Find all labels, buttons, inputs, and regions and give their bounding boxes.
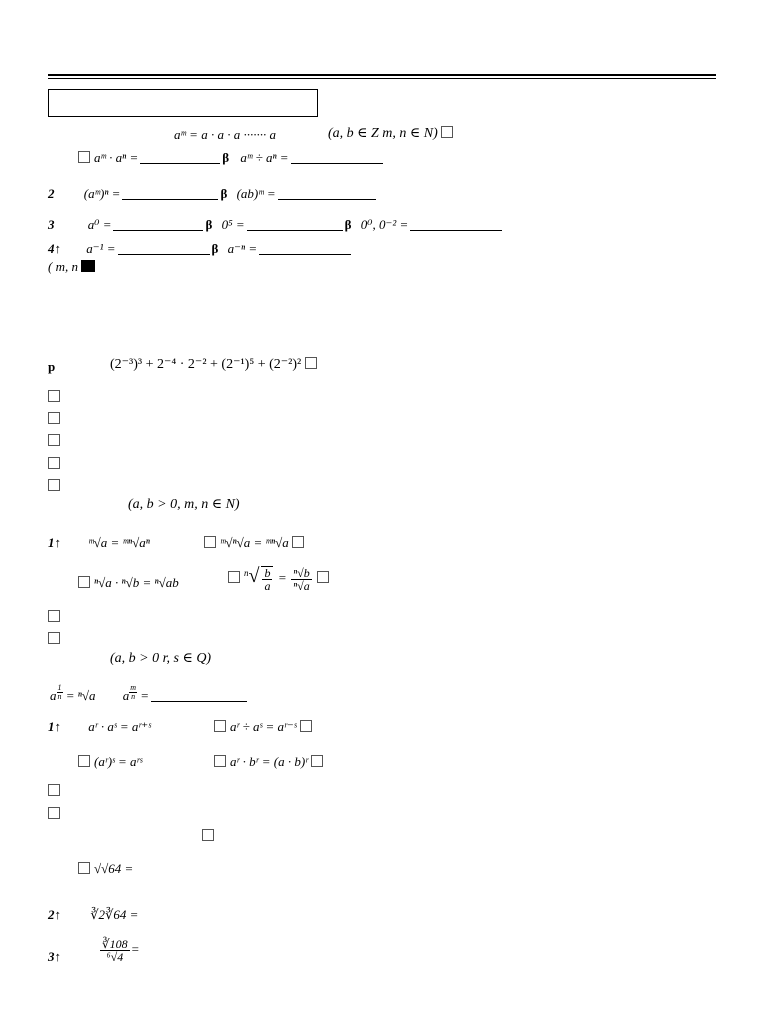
glyph-box-icon: [48, 412, 60, 424]
radical-rule-1-number: 1↑: [48, 535, 61, 550]
exercise-3-number: 3↑: [48, 949, 61, 964]
radical-condition: (a, b > 0, m, n ∈ N): [128, 497, 240, 512]
rational-rule-2-left-row: [78, 755, 142, 768]
answer-line-marker: [48, 412, 64, 425]
radical-rule-1-right: ᵐ√ⁿ√a = ᵐⁿ√a: [220, 535, 289, 550]
glyph-box-icon: [311, 755, 323, 767]
radical-rule-2-left-row: [78, 576, 179, 589]
glyph-box-icon: [48, 807, 60, 819]
rational-rule-2-right: aʳ · bʳ = (a · b)ʳ: [230, 754, 309, 769]
answer-line-marker: [48, 807, 64, 820]
exercise-3-equals: =: [131, 941, 139, 957]
answer-line-marker: [48, 632, 64, 645]
radical-rule-2-right-row: $^n$√ $\frac{b}{a}$ = $\frac{\text{ⁿ√b}}{\text{ⁿ√a}}$: [228, 566, 333, 592]
radical-rule-1-right-row: [204, 536, 308, 549]
rational-rule-1-number: 1↑: [48, 719, 61, 734]
rational-rule-1-row: [48, 720, 151, 733]
power-definition: aᵐ = a · a · a ······· a: [174, 127, 276, 142]
rational-def-left-exponent: $\frac{1}{n}$: [57, 683, 62, 702]
glyph-box-icon: [214, 720, 226, 732]
rational-rule-2-left: (aʳ)ˢ = aʳˢ: [94, 754, 143, 769]
rational-def-right-rhs: =: [140, 688, 150, 703]
answer-line-marker: [48, 434, 64, 447]
rule-3-number: 3: [48, 217, 55, 232]
radical-fraction-b-over-a: $\frac{b}{a}$: [261, 566, 273, 592]
rule-4-number: 4↑: [48, 241, 61, 256]
answer-blank[interactable]: [118, 254, 210, 255]
separator-glyph: β: [211, 241, 219, 256]
answer-blank[interactable]: [259, 254, 351, 255]
example-1-marker: p: [48, 359, 56, 374]
answer-blank[interactable]: [247, 230, 343, 231]
glyph-box-icon: [78, 755, 90, 767]
answer-blank[interactable]: [291, 163, 383, 164]
glyph-box-icon: [78, 151, 90, 163]
answer-line-marker: [48, 479, 64, 492]
rational-rule-1-right: aʳ ÷ aˢ = aʳ⁻ˢ: [230, 719, 297, 734]
answer-line-marker: [48, 390, 64, 403]
rational-rule-1-right-row: [214, 720, 316, 733]
glyph-box-icon: [202, 829, 214, 841]
header-rule-top: [48, 74, 716, 76]
glyph-box-icon: [228, 571, 240, 583]
glyph-box-icon: [292, 536, 304, 548]
rational-def-right-exponent: $\frac{m}{n}$: [130, 683, 137, 702]
rational-rule-1-left: aʳ · aˢ = aʳ⁺ˢ: [88, 719, 151, 734]
glyph-box-icon: [48, 479, 60, 491]
rule-4-b: a⁻ⁿ =: [227, 241, 258, 256]
answer-blank[interactable]: [140, 163, 220, 164]
example-1-expression: (2⁻³)³ + 2⁻⁴ · 2⁻² + (2⁻¹)⁵ + (2⁻²)²: [110, 357, 321, 372]
separator-glyph: β: [220, 186, 228, 201]
answer-line-marker: [202, 829, 218, 842]
exercise-1-expression: √√64 =: [94, 861, 134, 876]
rational-def-left-base: a: [50, 688, 57, 703]
radical-rule-1-row: [48, 536, 150, 549]
rational-def-right-base: a: [122, 688, 130, 703]
rule-2-number: 2: [48, 186, 55, 201]
glyph-box-icon: [441, 126, 453, 138]
glyph-box-icon: [48, 390, 60, 402]
exercise-2-number: 2↑: [48, 907, 61, 922]
glyph-box-icon: [48, 784, 60, 796]
answer-line-marker: [48, 610, 64, 623]
rule-1-left: aᵐ · aⁿ =: [94, 150, 139, 165]
glyph-box-icon: [214, 755, 226, 767]
glyph-box-icon: [300, 720, 312, 732]
rule-3-a: a⁰ =: [87, 217, 112, 232]
section-title-box: [48, 89, 318, 117]
rational-def-left-rhs: = ⁿ√a: [65, 688, 96, 703]
rule-2-right: (ab)ᵐ =: [236, 186, 276, 201]
exercise-2-expression: ∛2∛64 =: [90, 907, 139, 922]
radical-rule-2-left: ⁿ√a · ⁿ√b = ⁿ√ab: [94, 575, 179, 590]
rule-3-row: [48, 218, 504, 231]
answer-blank[interactable]: [113, 230, 203, 231]
radical-fraction-rhs: $\frac{\text{ⁿ√b}}{\text{ⁿ√a}}$: [293, 565, 310, 593]
power-definition-condition: (a, b ∈ Z m, n ∈ N): [328, 126, 457, 141]
rule-note: ( m, n: [48, 260, 95, 273]
separator-glyph: β: [205, 217, 213, 232]
rule-3-b: 0⁵ =: [221, 217, 245, 232]
separator-glyph: β: [344, 217, 352, 232]
rule-4-row: [48, 242, 353, 255]
glyph-box-icon: [78, 576, 90, 588]
separator-glyph: β: [222, 150, 230, 165]
glyph-box-icon: [48, 457, 60, 469]
glyph-box-icon: [48, 434, 60, 446]
answer-blank[interactable]: [410, 230, 502, 231]
glyph-box-icon: [305, 357, 317, 369]
rule-2-left: (aᵐ)ⁿ =: [83, 186, 121, 201]
rational-condition: (a, b > 0 r, s ∈ Q): [110, 651, 212, 666]
glyph-mark-icon: [81, 260, 95, 272]
radical-rule-1-left: ᵐ√a = ᵐⁿ√aⁿ: [88, 535, 150, 550]
rule-4-a: a⁻¹ =: [86, 241, 116, 256]
rule-1-row: [78, 151, 385, 164]
exercise-2-row: [48, 908, 138, 921]
exercise-1-row: [78, 862, 133, 875]
glyph-box-icon: [78, 862, 90, 874]
glyph-box-icon: [48, 632, 60, 644]
rational-definition-row: [50, 684, 249, 702]
rule-3-c: 0⁰, 0⁻² =: [360, 217, 409, 232]
header-rule-bottom: [48, 78, 716, 79]
answer-line-marker: [48, 457, 64, 470]
answer-line-marker: [48, 784, 64, 797]
answer-blank[interactable]: [122, 199, 218, 200]
answer-blank[interactable]: [278, 199, 376, 200]
glyph-box-icon: [317, 571, 329, 583]
glyph-box-icon: [48, 610, 60, 622]
exercise-3-row: [98, 938, 139, 963]
rule-1-right: aᵐ ÷ aⁿ =: [240, 150, 289, 165]
rule-2-row: [48, 187, 378, 200]
exercise-3-fraction: $\frac{∛108}{\text{⁶√4}}$: [102, 937, 128, 964]
answer-blank[interactable]: [151, 701, 247, 702]
glyph-box-icon: [204, 536, 216, 548]
rational-rule-2-right-row: [214, 755, 327, 768]
